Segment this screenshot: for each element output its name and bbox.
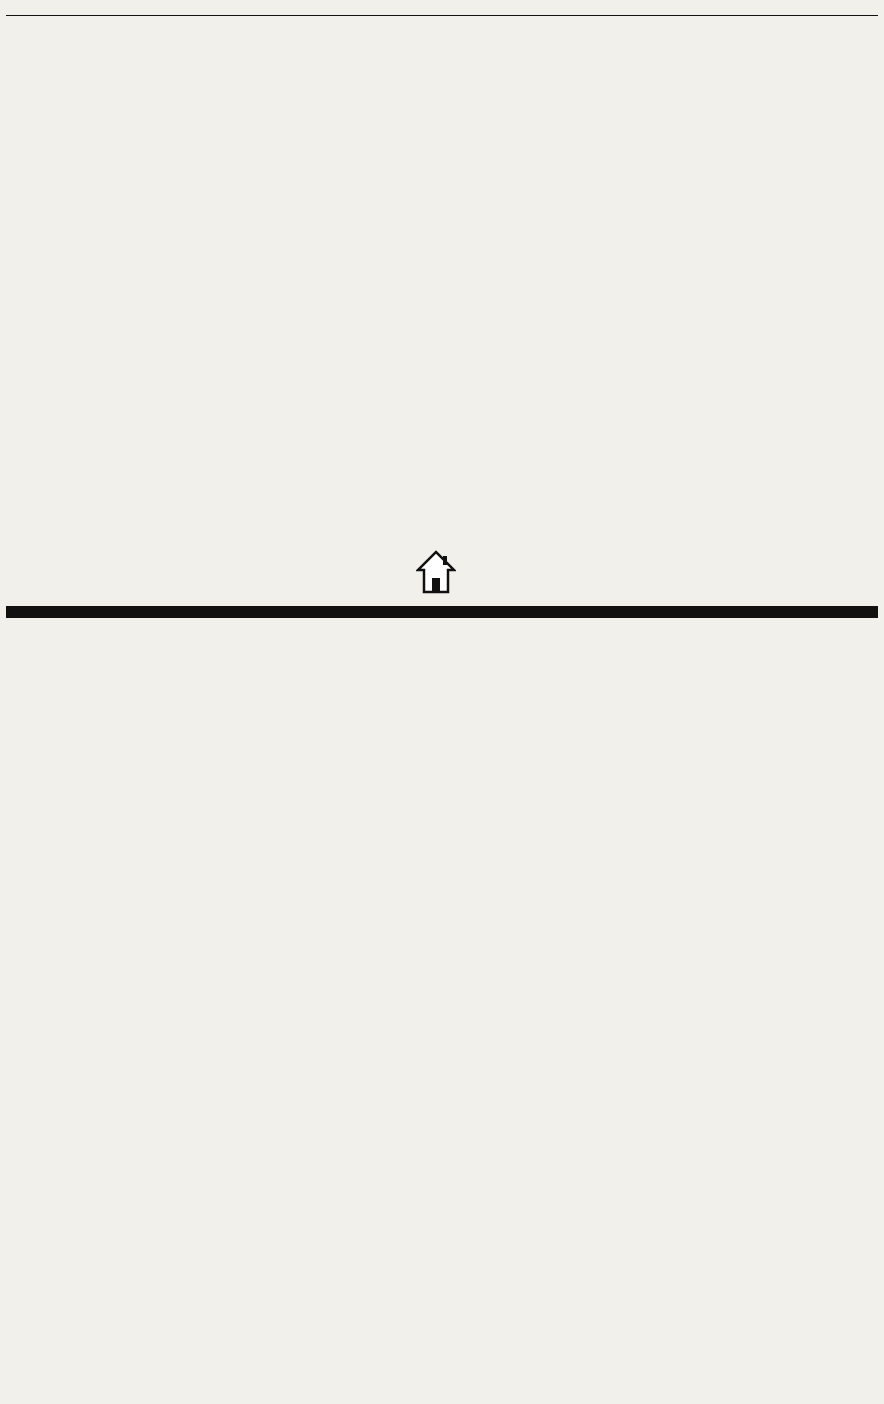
house-icon [416,550,456,594]
masthead [6,2,878,16]
help-wanted-columns [6,30,878,538]
home-service-guide-banner [70,540,810,604]
deadline-bar [6,606,878,618]
service-directory-columns [6,622,878,1400]
